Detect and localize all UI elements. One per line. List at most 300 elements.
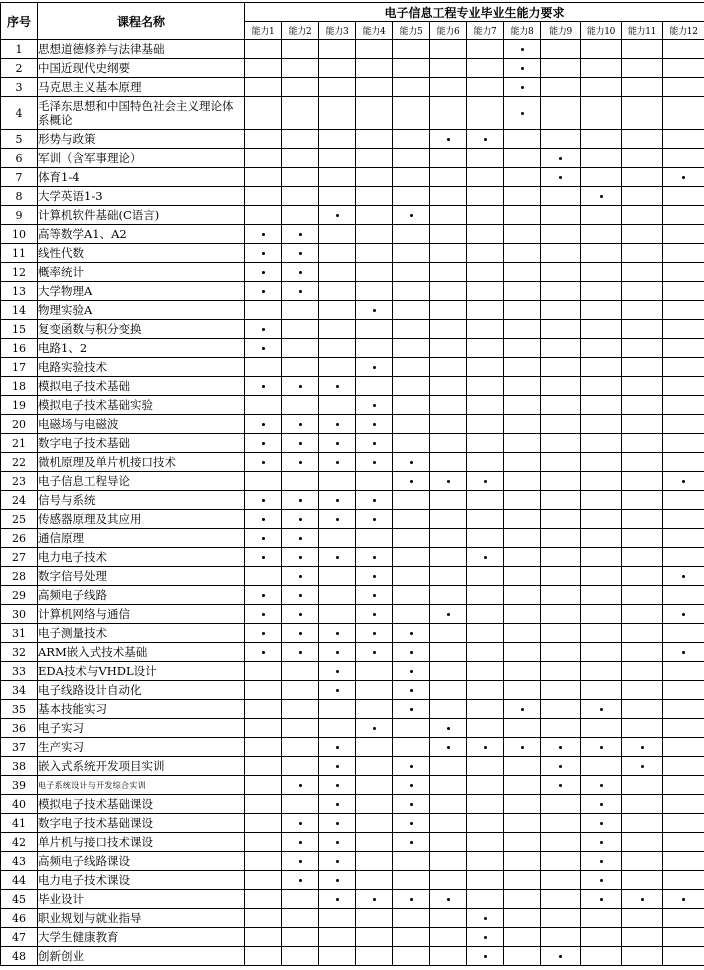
mark-dot-icon bbox=[336, 841, 339, 844]
ability-cell-7 bbox=[467, 187, 504, 206]
ability-cell-12 bbox=[663, 263, 704, 282]
course-name: ARM嵌入式技术基础 bbox=[38, 643, 245, 662]
ability-cell-4 bbox=[356, 130, 393, 149]
ability-cell-2 bbox=[282, 852, 319, 871]
mark-dot-icon bbox=[373, 898, 376, 901]
ability-cell-5 bbox=[393, 871, 430, 890]
mark-dot-icon bbox=[336, 556, 339, 559]
ability-cell-7 bbox=[467, 548, 504, 567]
ability-cell-8 bbox=[504, 852, 541, 871]
ability-cell-1 bbox=[245, 453, 282, 472]
ability-cell-11 bbox=[622, 852, 663, 871]
ability-cell-7 bbox=[467, 947, 504, 966]
mark-dot-icon bbox=[336, 765, 339, 768]
ability-cell-10 bbox=[581, 738, 622, 757]
mark-dot-icon bbox=[299, 860, 302, 863]
mark-dot-icon bbox=[262, 537, 265, 540]
mark-dot-icon bbox=[484, 936, 487, 939]
ability-cell-10 bbox=[581, 567, 622, 586]
ability-cell-5 bbox=[393, 814, 430, 833]
ability-cell-3 bbox=[319, 586, 356, 605]
ability-cell-8 bbox=[504, 795, 541, 814]
ability-cell-3 bbox=[319, 947, 356, 966]
ability-cell-9 bbox=[541, 567, 581, 586]
ability-cell-10 bbox=[581, 814, 622, 833]
ability-cell-5 bbox=[393, 643, 430, 662]
ability-cell-12 bbox=[663, 852, 704, 871]
course-seq: 46 bbox=[1, 909, 38, 928]
mark-dot-icon bbox=[262, 461, 265, 464]
ability-cell-1 bbox=[245, 40, 282, 59]
ability-cell-6 bbox=[430, 396, 467, 415]
mark-dot-icon bbox=[521, 708, 524, 711]
ability-cell-4 bbox=[356, 548, 393, 567]
ability-cell-8 bbox=[504, 738, 541, 757]
ability-cell-10 bbox=[581, 358, 622, 377]
ability-cell-2 bbox=[282, 453, 319, 472]
ability-cell-4 bbox=[356, 567, 393, 586]
ability-cell-4 bbox=[356, 909, 393, 928]
ability-cell-1 bbox=[245, 282, 282, 301]
ability-cell-8 bbox=[504, 890, 541, 909]
course-name: 中国近现代史纲要 bbox=[38, 59, 245, 78]
mark-dot-icon bbox=[299, 252, 302, 255]
ability-cell-7 bbox=[467, 453, 504, 472]
ability-cell-11 bbox=[622, 928, 663, 947]
mark-dot-icon bbox=[336, 784, 339, 787]
ability-cell-3 bbox=[319, 415, 356, 434]
ability-cell-11 bbox=[622, 301, 663, 320]
ability-cell-11 bbox=[622, 814, 663, 833]
ability-cell-2 bbox=[282, 890, 319, 909]
seq-header: 序号 bbox=[1, 3, 38, 40]
ability-cell-12 bbox=[663, 928, 704, 947]
ability-cell-9 bbox=[541, 491, 581, 510]
ability-cell-10 bbox=[581, 244, 622, 263]
ability-cell-11 bbox=[622, 871, 663, 890]
mark-dot-icon bbox=[373, 594, 376, 597]
course-seq: 17 bbox=[1, 358, 38, 377]
ability-cell-5 bbox=[393, 700, 430, 719]
ability-cell-7 bbox=[467, 605, 504, 624]
mark-dot-icon bbox=[336, 803, 339, 806]
ability-cell-8 bbox=[504, 814, 541, 833]
ability-cell-1 bbox=[245, 928, 282, 947]
ability-cell-3 bbox=[319, 206, 356, 225]
mark-dot-icon bbox=[299, 233, 302, 236]
ability-cell-9 bbox=[541, 833, 581, 852]
course-name: 电子系统设计与开发综合实训 bbox=[38, 776, 245, 795]
ability-cell-2 bbox=[282, 814, 319, 833]
ability-cell-3 bbox=[319, 78, 356, 97]
ability-cell-6 bbox=[430, 168, 467, 187]
ability-cell-10 bbox=[581, 662, 622, 681]
mark-dot-icon bbox=[682, 898, 685, 901]
ability-cell-9 bbox=[541, 282, 581, 301]
ability-cell-4 bbox=[356, 168, 393, 187]
course-seq: 3 bbox=[1, 78, 38, 97]
mark-dot-icon bbox=[262, 271, 265, 274]
course-name: 职业规划与就业指导 bbox=[38, 909, 245, 928]
ability-cell-8 bbox=[504, 833, 541, 852]
ability-cell-2 bbox=[282, 833, 319, 852]
mark-dot-icon bbox=[299, 575, 302, 578]
ability-cell-11 bbox=[622, 40, 663, 59]
course-seq: 22 bbox=[1, 453, 38, 472]
ability-cell-1 bbox=[245, 833, 282, 852]
ability-cell-12 bbox=[663, 510, 704, 529]
ability-cell-10 bbox=[581, 833, 622, 852]
ability-cell-4 bbox=[356, 434, 393, 453]
ability-cell-3 bbox=[319, 358, 356, 377]
ability-cell-8 bbox=[504, 624, 541, 643]
ability-cell-4 bbox=[356, 149, 393, 168]
ability-cell-3 bbox=[319, 40, 356, 59]
ability-cell-6 bbox=[430, 738, 467, 757]
mark-dot-icon bbox=[262, 442, 265, 445]
ability-cell-12 bbox=[663, 78, 704, 97]
ability-cell-7 bbox=[467, 795, 504, 814]
ability-cell-2 bbox=[282, 97, 319, 130]
mark-dot-icon bbox=[373, 575, 376, 578]
table-row bbox=[1, 97, 704, 130]
ability-cell-5 bbox=[393, 282, 430, 301]
mark-dot-icon bbox=[410, 803, 413, 806]
ability-cell-1 bbox=[245, 320, 282, 339]
mark-dot-icon bbox=[410, 651, 413, 654]
course-name: 马克思主义基本原理 bbox=[38, 78, 245, 97]
ability-cell-10 bbox=[581, 187, 622, 206]
ability-cell-9 bbox=[541, 586, 581, 605]
ability-cell-3 bbox=[319, 700, 356, 719]
mark-dot-icon bbox=[682, 651, 685, 654]
ability-cell-4 bbox=[356, 59, 393, 78]
table-row bbox=[1, 757, 704, 776]
ability-cell-3 bbox=[319, 491, 356, 510]
ability-cell-10 bbox=[581, 149, 622, 168]
mark-dot-icon bbox=[410, 708, 413, 711]
table-row bbox=[1, 795, 704, 814]
ability-cell-12 bbox=[663, 320, 704, 339]
ability-cell-9 bbox=[541, 738, 581, 757]
ability-cell-8 bbox=[504, 225, 541, 244]
ability-cell-10 bbox=[581, 59, 622, 78]
ability-cell-9 bbox=[541, 168, 581, 187]
ability-cell-7 bbox=[467, 358, 504, 377]
ability-cell-2 bbox=[282, 377, 319, 396]
ability-cell-8 bbox=[504, 871, 541, 890]
mark-dot-icon bbox=[262, 632, 265, 635]
course-seq: 4 bbox=[1, 97, 38, 130]
ability-cell-2 bbox=[282, 681, 319, 700]
ability-cell-1 bbox=[245, 700, 282, 719]
ability-header-9: 能力9 bbox=[541, 22, 581, 40]
ability-cell-7 bbox=[467, 624, 504, 643]
ability-cell-9 bbox=[541, 396, 581, 415]
ability-cell-1 bbox=[245, 491, 282, 510]
mark-dot-icon bbox=[299, 385, 302, 388]
ability-cell-9 bbox=[541, 776, 581, 795]
ability-cell-3 bbox=[319, 149, 356, 168]
mark-dot-icon bbox=[262, 347, 265, 350]
ability-cell-9 bbox=[541, 187, 581, 206]
mark-dot-icon bbox=[299, 518, 302, 521]
ability-cell-1 bbox=[245, 396, 282, 415]
course-name: 军训（含军事理论） bbox=[38, 149, 245, 168]
ability-cell-3 bbox=[319, 130, 356, 149]
mark-dot-icon bbox=[336, 822, 339, 825]
ability-header-7: 能力7 bbox=[467, 22, 504, 40]
ability-cell-12 bbox=[663, 548, 704, 567]
mark-dot-icon bbox=[600, 746, 603, 749]
mark-dot-icon bbox=[410, 841, 413, 844]
ability-cell-11 bbox=[622, 491, 663, 510]
ability-cell-11 bbox=[622, 97, 663, 130]
ability-cell-12 bbox=[663, 491, 704, 510]
ability-cell-6 bbox=[430, 358, 467, 377]
mark-dot-icon bbox=[299, 290, 302, 293]
ability-cell-2 bbox=[282, 548, 319, 567]
ability-cell-1 bbox=[245, 225, 282, 244]
ability-cell-2 bbox=[282, 78, 319, 97]
ability-cell-10 bbox=[581, 97, 622, 130]
mark-dot-icon bbox=[447, 138, 450, 141]
course-name: 大学英语1-3 bbox=[38, 187, 245, 206]
ability-cell-6 bbox=[430, 78, 467, 97]
ability-cell-12 bbox=[663, 871, 704, 890]
ability-cell-3 bbox=[319, 263, 356, 282]
ability-cell-10 bbox=[581, 624, 622, 643]
ability-cell-2 bbox=[282, 795, 319, 814]
ability-cell-11 bbox=[622, 757, 663, 776]
table-row bbox=[1, 662, 704, 681]
mark-dot-icon bbox=[521, 48, 524, 51]
mark-dot-icon bbox=[410, 784, 413, 787]
table-row bbox=[1, 225, 704, 244]
ability-cell-11 bbox=[622, 78, 663, 97]
ability-cell-1 bbox=[245, 719, 282, 738]
ability-cell-8 bbox=[504, 605, 541, 624]
ability-cell-3 bbox=[319, 434, 356, 453]
ability-cell-12 bbox=[663, 97, 704, 130]
ability-cell-11 bbox=[622, 890, 663, 909]
ability-cell-6 bbox=[430, 434, 467, 453]
ability-cell-6 bbox=[430, 681, 467, 700]
ability-cell-7 bbox=[467, 757, 504, 776]
ability-cell-7 bbox=[467, 928, 504, 947]
ability-cell-9 bbox=[541, 852, 581, 871]
ability-cell-12 bbox=[663, 244, 704, 263]
ability-cell-11 bbox=[622, 529, 663, 548]
course-seq: 29 bbox=[1, 586, 38, 605]
ability-cell-7 bbox=[467, 434, 504, 453]
ability-cell-3 bbox=[319, 97, 356, 130]
course-seq: 9 bbox=[1, 206, 38, 225]
course-seq: 33 bbox=[1, 662, 38, 681]
ability-cell-8 bbox=[504, 472, 541, 491]
ability-cell-7 bbox=[467, 909, 504, 928]
table-row bbox=[1, 149, 704, 168]
ability-cell-8 bbox=[504, 40, 541, 59]
course-seq: 6 bbox=[1, 149, 38, 168]
ability-cell-8 bbox=[504, 757, 541, 776]
ability-cell-12 bbox=[663, 833, 704, 852]
ability-cell-7 bbox=[467, 871, 504, 890]
ability-cell-11 bbox=[622, 149, 663, 168]
ability-cell-10 bbox=[581, 396, 622, 415]
course-seq: 38 bbox=[1, 757, 38, 776]
ability-cell-2 bbox=[282, 59, 319, 78]
ability-cell-10 bbox=[581, 415, 622, 434]
ability-cell-10 bbox=[581, 453, 622, 472]
ability-cell-9 bbox=[541, 225, 581, 244]
course-name: 传感器原理及其应用 bbox=[38, 510, 245, 529]
ability-cell-11 bbox=[622, 510, 663, 529]
ability-cell-9 bbox=[541, 434, 581, 453]
ability-cell-4 bbox=[356, 871, 393, 890]
course-name: 电子实习 bbox=[38, 719, 245, 738]
ability-cell-5 bbox=[393, 833, 430, 852]
ability-cell-7 bbox=[467, 40, 504, 59]
ability-cell-3 bbox=[319, 529, 356, 548]
ability-cell-1 bbox=[245, 510, 282, 529]
ability-cell-10 bbox=[581, 168, 622, 187]
ability-cell-5 bbox=[393, 453, 430, 472]
ability-cell-4 bbox=[356, 738, 393, 757]
ability-cell-8 bbox=[504, 377, 541, 396]
mark-dot-icon bbox=[600, 803, 603, 806]
ability-cell-5 bbox=[393, 168, 430, 187]
ability-cell-7 bbox=[467, 681, 504, 700]
table-row bbox=[1, 871, 704, 890]
ability-cell-1 bbox=[245, 472, 282, 491]
ability-cell-1 bbox=[245, 244, 282, 263]
ability-cell-9 bbox=[541, 453, 581, 472]
ability-cell-8 bbox=[504, 909, 541, 928]
mark-dot-icon bbox=[336, 518, 339, 521]
mark-dot-icon bbox=[299, 632, 302, 635]
ability-cell-1 bbox=[245, 871, 282, 890]
ability-cell-5 bbox=[393, 301, 430, 320]
mark-dot-icon bbox=[484, 917, 487, 920]
ability-cell-5 bbox=[393, 358, 430, 377]
ability-cell-12 bbox=[663, 529, 704, 548]
mark-dot-icon bbox=[336, 499, 339, 502]
ability-cell-4 bbox=[356, 415, 393, 434]
ability-cell-8 bbox=[504, 97, 541, 130]
mark-dot-icon bbox=[559, 784, 562, 787]
ability-cell-10 bbox=[581, 263, 622, 282]
ability-cell-2 bbox=[282, 567, 319, 586]
ability-cell-12 bbox=[663, 681, 704, 700]
ability-cell-12 bbox=[663, 130, 704, 149]
ability-cell-9 bbox=[541, 605, 581, 624]
ability-cell-11 bbox=[622, 719, 663, 738]
ability-cell-2 bbox=[282, 358, 319, 377]
ability-cell-2 bbox=[282, 168, 319, 187]
ability-cell-8 bbox=[504, 130, 541, 149]
mark-dot-icon bbox=[373, 366, 376, 369]
mark-dot-icon bbox=[447, 613, 450, 616]
course-name: 数字电子技术基础课设 bbox=[38, 814, 245, 833]
ability-cell-4 bbox=[356, 852, 393, 871]
mark-dot-icon bbox=[373, 727, 376, 730]
ability-cell-8 bbox=[504, 776, 541, 795]
ability-cell-6 bbox=[430, 871, 467, 890]
ability-cell-7 bbox=[467, 890, 504, 909]
table-row bbox=[1, 491, 704, 510]
ability-cell-4 bbox=[356, 947, 393, 966]
ability-cell-12 bbox=[663, 187, 704, 206]
ability-cell-3 bbox=[319, 187, 356, 206]
ability-cell-3 bbox=[319, 928, 356, 947]
ability-cell-2 bbox=[282, 263, 319, 282]
ability-cell-6 bbox=[430, 776, 467, 795]
ability-cell-10 bbox=[581, 890, 622, 909]
mark-dot-icon bbox=[682, 575, 685, 578]
table-row bbox=[1, 624, 704, 643]
ability-cell-11 bbox=[622, 377, 663, 396]
ability-cell-3 bbox=[319, 871, 356, 890]
ability-cell-6 bbox=[430, 59, 467, 78]
mark-dot-icon bbox=[559, 765, 562, 768]
ability-cell-12 bbox=[663, 396, 704, 415]
ability-cell-11 bbox=[622, 662, 663, 681]
table-row bbox=[1, 206, 704, 225]
ability-cell-9 bbox=[541, 757, 581, 776]
ability-cell-10 bbox=[581, 301, 622, 320]
table-row bbox=[1, 59, 704, 78]
ability-cell-1 bbox=[245, 776, 282, 795]
ability-cell-5 bbox=[393, 624, 430, 643]
ability-cell-11 bbox=[622, 244, 663, 263]
ability-group-header: 电子信息工程专业毕业生能力要求 bbox=[245, 3, 704, 22]
course-name: 生产实习 bbox=[38, 738, 245, 757]
table-row bbox=[1, 643, 704, 662]
course-seq: 1 bbox=[1, 40, 38, 59]
table-row bbox=[1, 909, 704, 928]
ability-cell-1 bbox=[245, 529, 282, 548]
mark-dot-icon bbox=[447, 746, 450, 749]
mark-dot-icon bbox=[600, 822, 603, 825]
ability-cell-2 bbox=[282, 605, 319, 624]
ability-cell-11 bbox=[622, 187, 663, 206]
ability-cell-4 bbox=[356, 833, 393, 852]
mark-dot-icon bbox=[641, 898, 644, 901]
mark-dot-icon bbox=[336, 385, 339, 388]
ability-cell-9 bbox=[541, 928, 581, 947]
table-row bbox=[1, 776, 704, 795]
table-row bbox=[1, 187, 704, 206]
ability-cell-2 bbox=[282, 643, 319, 662]
ability-header-4: 能力4 bbox=[356, 22, 393, 40]
course-seq: 39 bbox=[1, 776, 38, 795]
ability-cell-10 bbox=[581, 320, 622, 339]
ability-cell-5 bbox=[393, 396, 430, 415]
ability-cell-1 bbox=[245, 434, 282, 453]
ability-cell-7 bbox=[467, 529, 504, 548]
mark-dot-icon bbox=[521, 746, 524, 749]
ability-cell-1 bbox=[245, 263, 282, 282]
mark-dot-icon bbox=[299, 461, 302, 464]
ability-cell-11 bbox=[622, 59, 663, 78]
course-name: 体育1-4 bbox=[38, 168, 245, 187]
course-name: 电子测量技术 bbox=[38, 624, 245, 643]
ability-cell-4 bbox=[356, 719, 393, 738]
ability-cell-9 bbox=[541, 814, 581, 833]
ability-cell-2 bbox=[282, 472, 319, 491]
course-seq: 42 bbox=[1, 833, 38, 852]
